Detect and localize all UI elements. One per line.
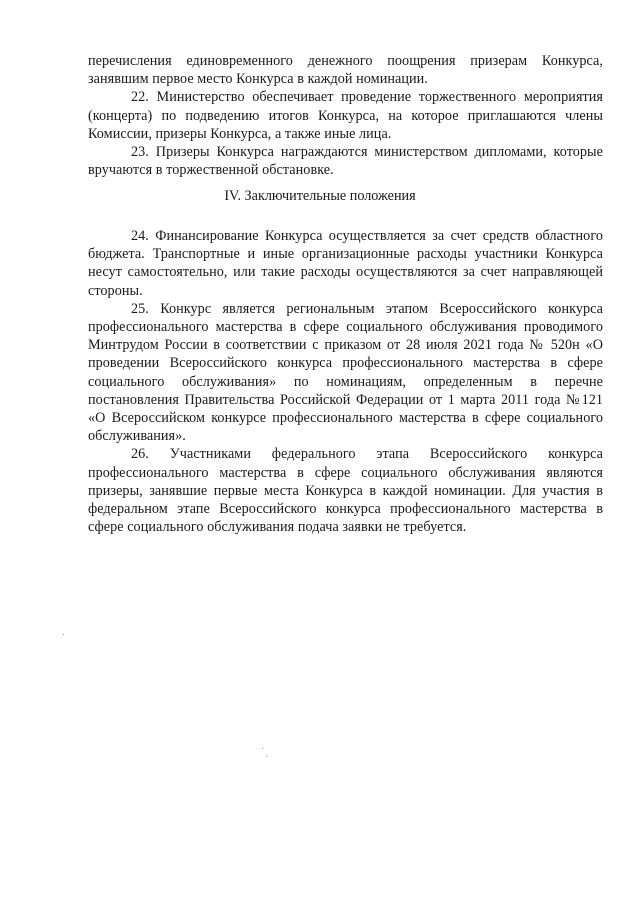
paragraph-22: 22. Министерство обеспечивает проведение торжественного мероприятия (концерта) по подведению итогов Конкурса, на которое приглашаются члены Комиссии, призеры Конкурса, а также иные лица. [88,89,603,142]
paragraph-23: 23. Призеры Конкурса награждаются министерством дипломами, которые вручаются в торжественной обстановке. [88,144,603,179]
paragraph-24: 24. Финансирование Конкурса осуществляется за счет средств областного бюджета. Транспортные и иные организационные расходы участники Конкурса несут самостоятельно, или такие расходы осуществляются за счет направляющей стороны. [88,228,603,299]
section-heading: IV. Заключительные положения [224,188,416,204]
paragraph-continuation: перечисления единовременного денежного поощрения призерам Конкурса, занявшим первое место Конкурса в каждой номинации. [88,53,603,88]
scan-speck [63,634,64,635]
scan-speck [262,748,263,749]
paragraph-26: 26. Участниками федерального этапа Всероссийского конкурса профессионального мастерства в сфере социального обслуживания являются призеры, занявшие первые места Конкурса в каждой номинации. Для участия в федеральном этапе Всероссийского конкурса профессионального мастерства в сфере социального обслуживания подача заявки не требуется. [88,446,603,536]
text-block-top [88,52,603,179]
text-block-bottom [88,227,603,536]
paragraph-25: 25. Конкурс является региональным этапом Всероссийского конкурса профессионального мастерства в сфере социального обслуживания проводимого Минтрудом России в соответствии с приказом от 28 июля 2021 года № 520н «О проведении Всероссийского конкурса профессионального мастерства в сфере социального обслуживания» по номинациям, определенным в перечне постановления Правительства Российской Федерации от 1 марта 2011 года №121 «О Всероссийском конкурсе профессионального мастерства в сфере социального обслуживания». [88,300,603,445]
scan-speck [266,756,267,757]
